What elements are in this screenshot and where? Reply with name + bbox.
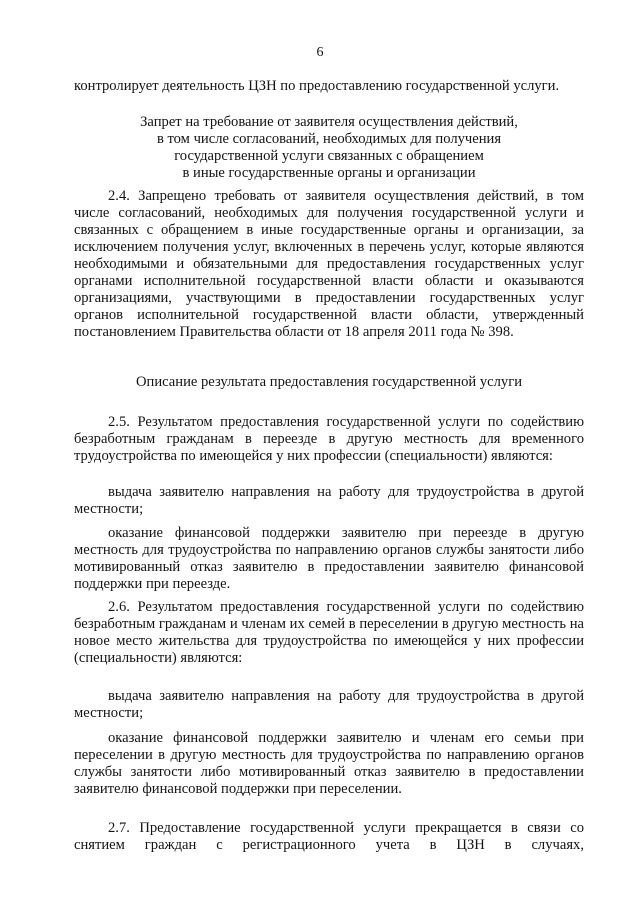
paragraph-2-4: 2.4. Запрещено требовать от заявителя осуществления действий, в том числе согласований, необходимых для получения государственной услуги и связанных с обращением в иные государственные органы и организации, за исключением получения услуг, включенных в перечень услуг, которые являются необходимыми и обязательными для предоставления государственных услуг органами исполнительной государственной власти области и оказываются организациями, участвующими в предоставлении государственных услуг органов исполнительной государственной власти области, утвержденный постановлением Правительства области от 18 апреля 2011 года № 398. — [74, 188, 584, 340]
paragraph-2-5-item-1: выдача заявителю направления на работу для трудоустройства в другой местности; — [74, 484, 584, 517]
paragraph-2-5: 2.5. Результатом предоставления государственной услуги по содействию безработным гражданам в переезде в другую местность для временного трудоустройства по имеющейся у них профессии (специальности) являются: — [74, 414, 584, 464]
paragraph-2-6-item-2: оказание финансовой поддержки заявителю и членам его семьи при переселении в другую местность для трудоустройства по направлению органов службы занятости либо мотивированный отказ заявителю в предоставлении заявителю финансовой поддержки при переселении. — [74, 730, 584, 797]
page-number: 6 — [316, 45, 324, 60]
paragraph-2-7: 2.7. Предоставление государственной услуги прекращается в связи со снятием граждан с регистрационного учета в ЦЗН в случаях, — [74, 820, 584, 853]
section-heading-result: Описание результата предоставления государственной услуги — [135, 374, 523, 390]
paragraph-2-6: 2.6. Результатом предоставления государственной услуги по содействию безработным гражданам и членам их семей в переселении в другую местность на новое место жительства для трудоустройства по имеющейся у них профессии (специальности) являются: — [74, 599, 584, 666]
paragraph-2-5-item-2: оказание финансовой поддержки заявителю при переезде в другую местность для трудоустройства по направлению органов службы занятости либо мотивированный отказ заявителю в предоставлении заявителю финансовой поддержки при переезде. — [74, 525, 584, 592]
intro-line: контролирует деятельность ЦЗН по предоставлению государственной услуги. — [74, 78, 560, 94]
heading-line: в иные государственные органы и организации — [182, 165, 476, 181]
heading-line: в том числе согласований, необходимых для получения — [156, 131, 502, 147]
paragraph-2-6-item-1: выдача заявителю направления на работу для трудоустройства в другой местности; — [74, 688, 584, 721]
section-heading-prohibition — [74, 114, 584, 182]
heading-line: Запрет на требование от заявителя осуществления действий, — [140, 114, 518, 130]
heading-line: государственной услуги связанных с обращением — [174, 148, 484, 164]
